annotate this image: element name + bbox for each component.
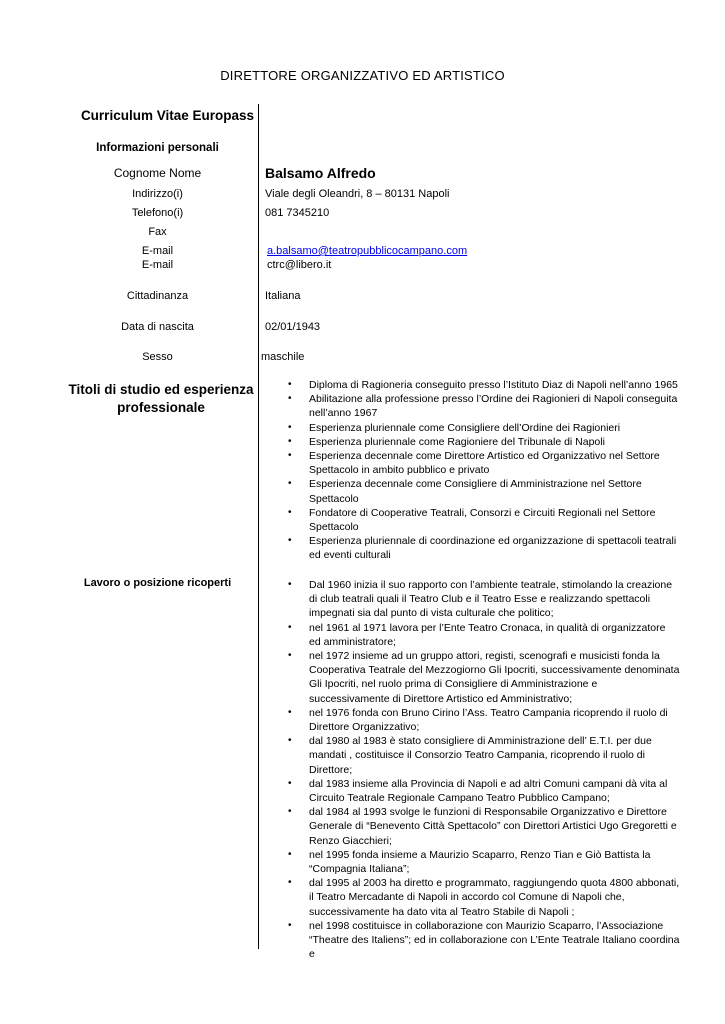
sex-value: maschile [261, 351, 305, 363]
citizenship-value: Italiana [265, 290, 301, 302]
column-divider [258, 104, 259, 949]
name-label: Cognome Nome [113, 166, 202, 180]
cv-title: Curriculum Vitae Europass [80, 108, 254, 123]
email-link-1[interactable] [267, 244, 467, 258]
fax-label: Fax [148, 226, 167, 238]
email-value-2: ctrc@libero.it [267, 259, 332, 271]
email-label-2: E-mail [141, 259, 174, 271]
name-value: Balsamo Alfredo [265, 165, 376, 181]
list-item: • Dal 1960 inizia il suo rapporto con l’ambiente teatrale, stimolando la creazione di club teatrali quali il Teatro Club e il Teatro Esse e realizzando spettacoli impegnati sia dal punto di vista culturale che politico; [288, 578, 680, 621]
list-item: • Diploma di Ragioneria conseguito presso l’Istituto Diaz di Napoli nell’anno 1965 [288, 378, 680, 392]
list-item: • nel 1961 al 1971 lavora per l’Ente Teatro Cronaca, in qualità di organizzatore ed amministratore; [288, 621, 680, 649]
citizenship-label: Cittadinanza [126, 290, 189, 302]
lavoro-list [288, 578, 680, 961]
list-item: • dal 1984 al 1993 svolge le funzioni di Responsabile Organizzativo e Direttore Generale di “Benevento Città Spettacolo” con Direttori Artistici Ugo Gregoretti e Renzo Giacchieri; [288, 805, 680, 848]
list-item: • Esperienza decennale come Consigliere di Amministrazione nel Settore Spettacolo [288, 477, 680, 505]
titoli-list [288, 378, 680, 563]
list-item: • nel 1972 insieme ad un gruppo attori, registi, scenografi e musicisti fonda la Cooperativa Teatrale del Mezzogiorno Gli Ipocriti, successivamente denominata Gli Ipocriti, nel ruolo prima di Consigliere di Amministrazione e successivamente di Direttore Artistico ed Amministrativo; [288, 649, 680, 706]
list-item: • nel 1995 fonda insieme a Maurizio Scaparro, Renzo Tian e Giò Battista la “Compagnia Italiana”; [288, 848, 680, 876]
list-item: • dal 1995 al 2003 ha diretto e programmato, raggiungendo quota 4800 abbonati, il Teatro Mercadante di Napoli in accordo col Comune di Napoli che, successivamente ha dato vita al Teatro Stabile di Napoli ; [288, 876, 680, 919]
address-value: Viale degli Oleandri, 8 – 80131 Napoli [265, 188, 450, 200]
list-item: • nel 1998 costituisce in collaborazione con Maurizio Scaparro, l’Associazione “Theatre des Italiens”; ed in collaborazione con L’Ente Teatrale Italiano coordina e [288, 919, 680, 962]
list-item: • nel 1976 fonda con Bruno Cirino l’Ass. Teatro Campania ricoprendo il ruolo di Direttore Organizzativo; [288, 706, 680, 734]
email-label-1: E-mail [141, 245, 174, 257]
phone-value: 081 7345210 [265, 207, 330, 219]
list-item: • Esperienza pluriennale come Consigliere dell’Ordine dei Ragionieri [288, 421, 680, 435]
list-item: • Esperienza pluriennale di coordinazione ed organizzazione di spettacoli teatrali ed eventi culturali [288, 534, 680, 562]
page-title: DIRETTORE ORGANIZZATIVO ED ARTISTICO [220, 68, 505, 83]
list-item: • Abilitazione alla professione presso l’Ordine dei Ragionieri di Napoli conseguita nell’anno 1967 [288, 392, 680, 420]
section-lavoro-heading: Lavoro o posizione ricoperti [83, 577, 232, 589]
email-link-1-text[interactable]: a.balsamo@teatropubblicocampano.com [267, 245, 468, 257]
phone-label: Telefono(i) [131, 207, 184, 219]
address-label: Indirizzo(i) [132, 188, 183, 200]
birth-label: Data di nascita [121, 321, 194, 333]
section-titoli-heading: Titoli di studio ed esperienza professionale [68, 382, 254, 415]
list-item: • dal 1983 insieme alla Provincia di Napoli e ad altri Comuni campani dà vita al Circuito Teatrale Regionale Campano Teatro Pubblico Campano; [288, 777, 680, 805]
list-item: • dal 1980 al 1983 è stato consigliere di Amministrazione dell’ E.T.I. per due mandati , costituisce il Consorzio Teatro Campania, ricoprendo il ruolo di Direttore; [288, 734, 680, 777]
list-item: • Fondatore di Cooperative Teatrali, Consorzi e Circuiti Regionali nel Settore Spettacolo [288, 506, 680, 534]
list-item: • Esperienza pluriennale come Ragioniere del Tribunale di Napoli [288, 435, 680, 449]
sex-label: Sesso [142, 351, 173, 363]
list-item: • Esperienza decennale come Direttore Artistico ed Organizzativo nel Settore Spettacolo in ambito pubblico e privato [288, 449, 680, 477]
birth-value: 02/01/1943 [265, 321, 321, 333]
section-personal-info: Informazioni personali [96, 142, 219, 154]
